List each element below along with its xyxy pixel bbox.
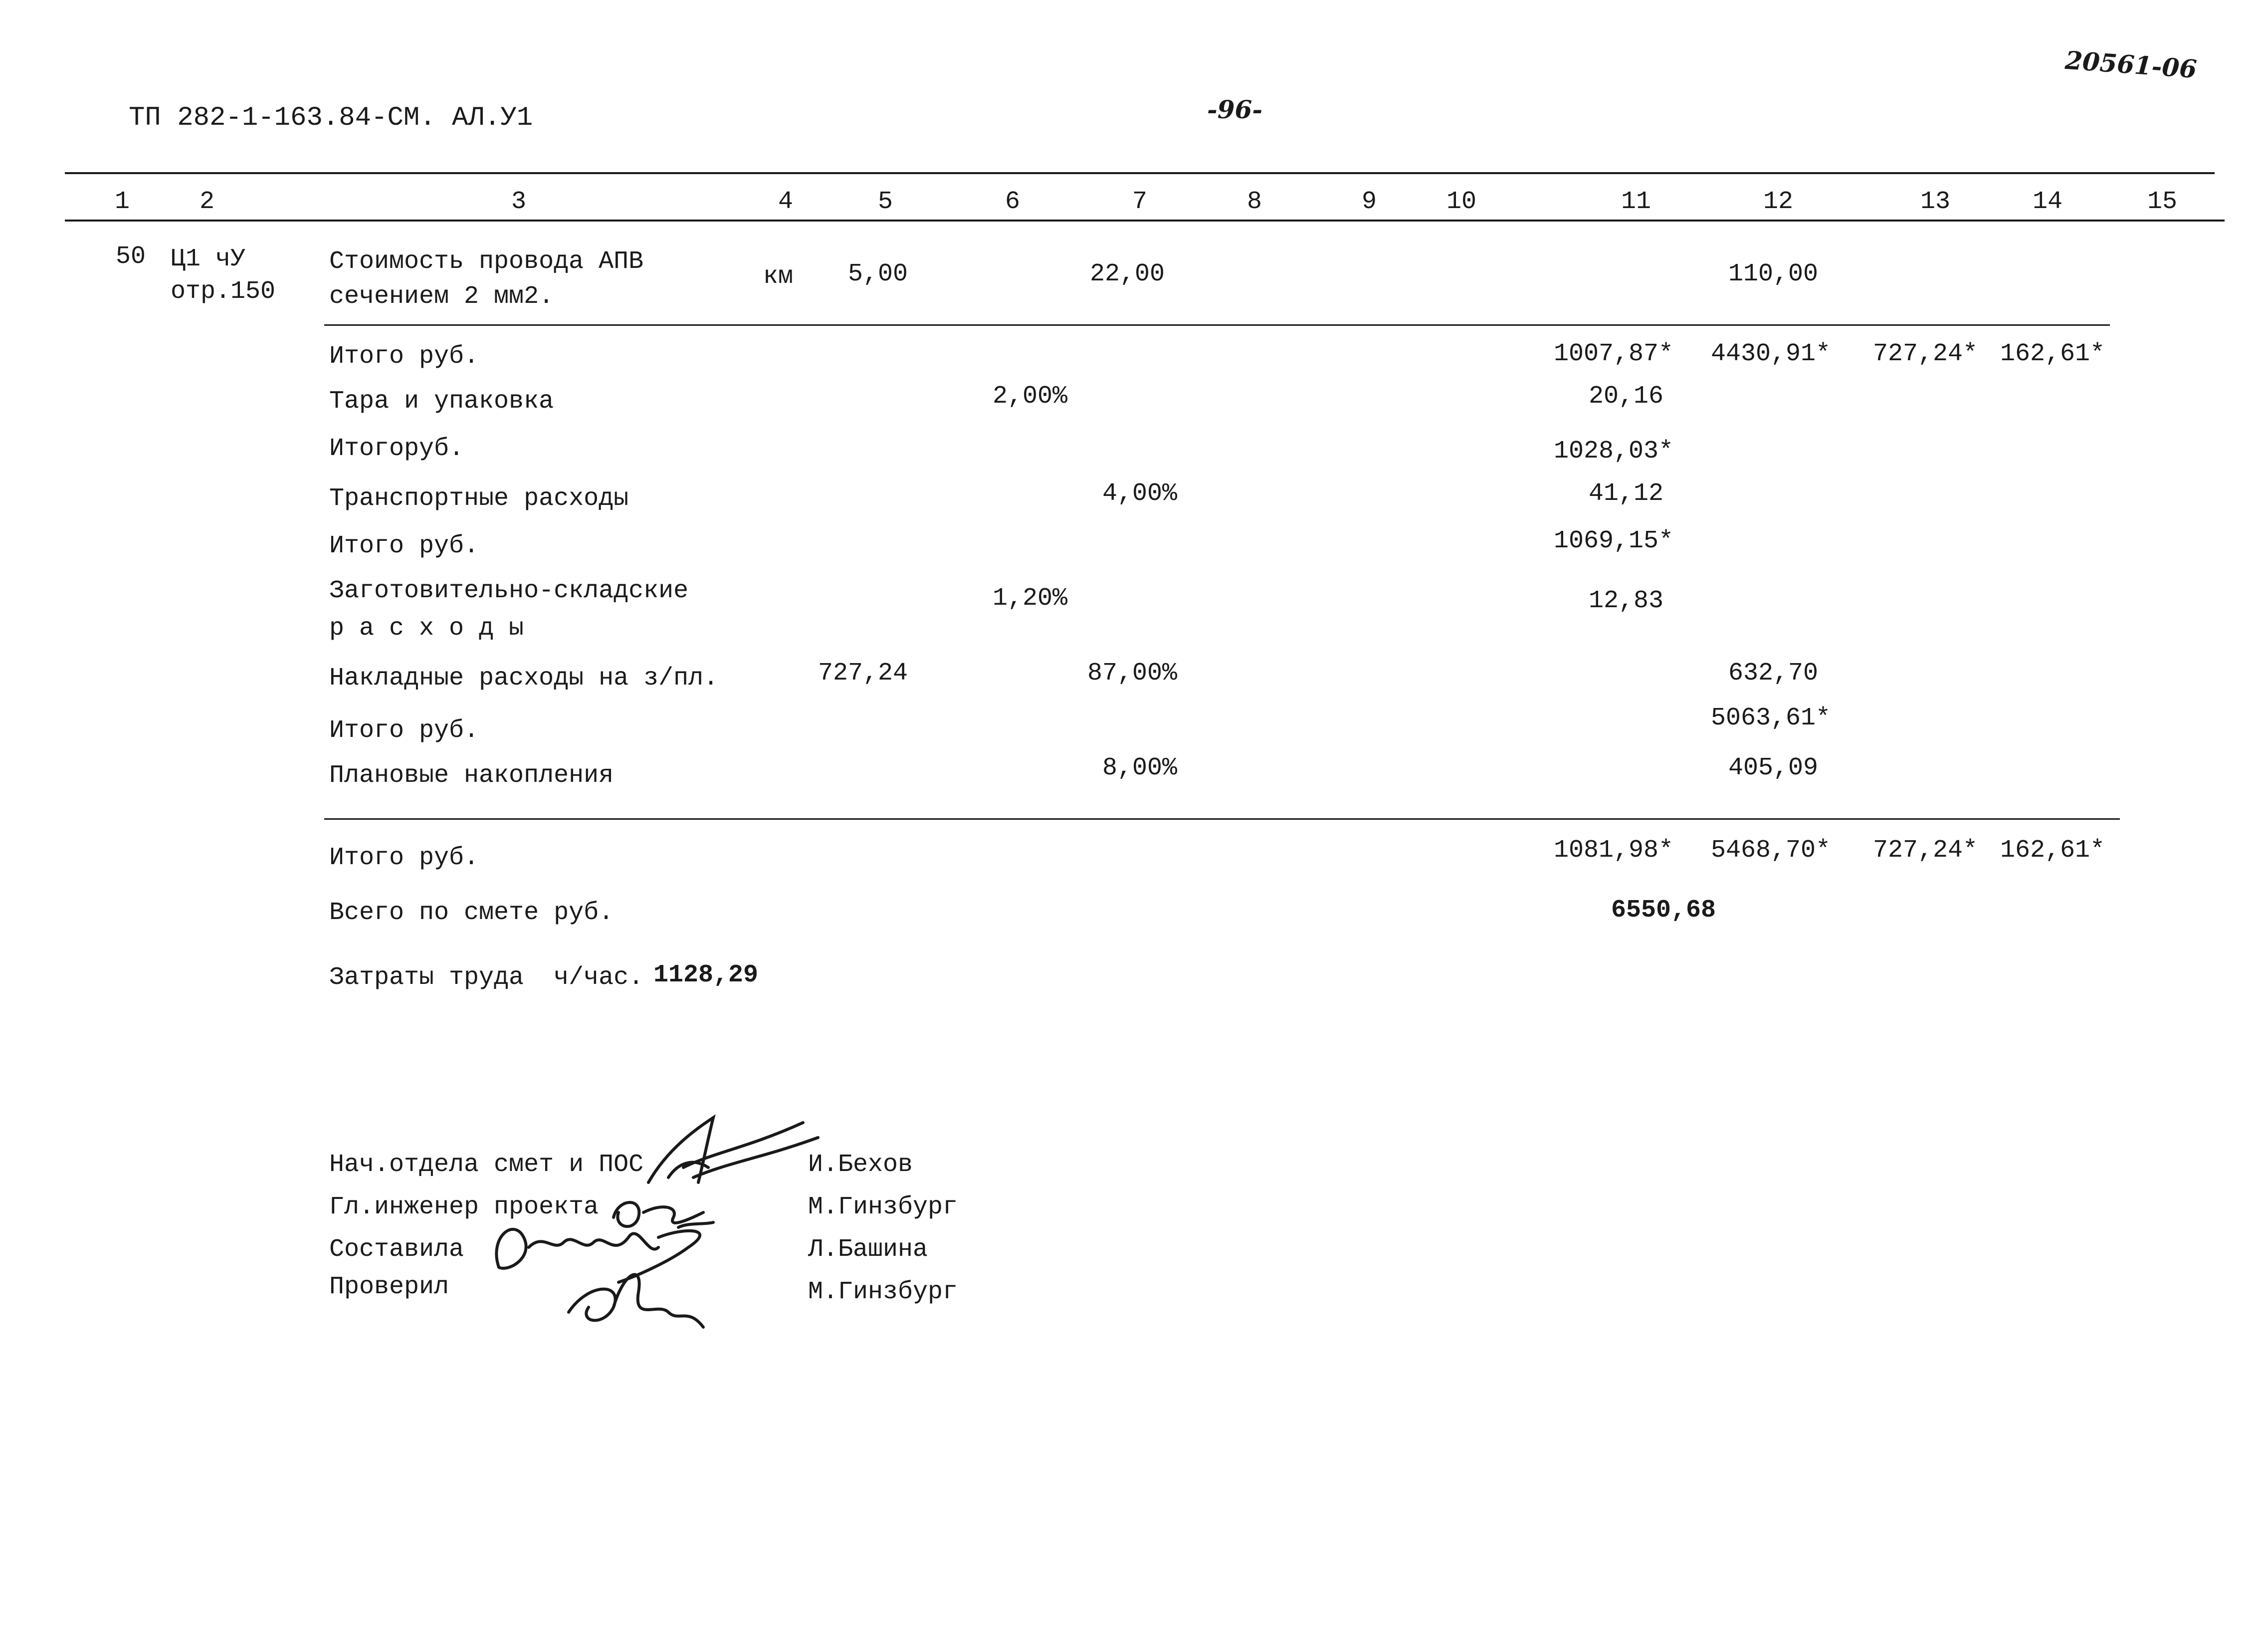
col6-rate: 2,00% — [992, 382, 1067, 411]
row-label: Итого руб. — [329, 844, 479, 872]
col-header: 5 — [877, 188, 893, 216]
col11-value: 12,83 — [1588, 587, 1663, 615]
col13-value: 727,24* — [1872, 836, 1978, 865]
item-quantity: 5,00 — [847, 260, 908, 288]
col11-value: 41,12 — [1588, 479, 1663, 508]
col12-value: 5468,70* — [1710, 836, 1831, 865]
item-unit: км — [763, 262, 794, 291]
col11-value: 1028,03* — [1553, 437, 1673, 466]
col13-value: 727,24* — [1872, 340, 1978, 368]
col7-rate: 4,00% — [1102, 479, 1177, 508]
col11-value: 1069,15* — [1553, 527, 1673, 555]
signature-scribble — [638, 1108, 828, 1197]
row-label: Итого руб. — [329, 532, 479, 560]
col5-value: 727,24 — [818, 659, 908, 688]
page-number: -96- — [1207, 95, 1263, 124]
col-header: 15 — [2147, 188, 2177, 216]
subtotal-rule — [324, 324, 2110, 326]
row-label: Всего по смете руб. — [329, 899, 614, 927]
item-code: Ц1 чУ — [171, 245, 246, 273]
signatory-name: М.Гинзбург — [808, 1193, 958, 1221]
item-name: Стоимость провода АПВ — [329, 247, 644, 276]
row-label: Плановые накопления — [329, 761, 614, 790]
col12-value: 4430,91* — [1710, 340, 1831, 368]
col-header: 12 — [1763, 188, 1793, 216]
col12-value: 632,70 — [1728, 659, 1818, 688]
col7-rate: 8,00% — [1102, 754, 1177, 782]
col14-value: 162,61* — [2000, 836, 2105, 865]
col-header: 2 — [199, 188, 214, 216]
col12-value: 405,09 — [1728, 754, 1818, 782]
signatory-name: И.Бехов — [808, 1151, 913, 1179]
col-header: 13 — [1920, 188, 1950, 216]
col-header: 10 — [1446, 188, 1476, 216]
col-header: 11 — [1621, 188, 1651, 216]
col12-value: 5063,61* — [1710, 704, 1831, 732]
row-label: Накладные расходы на з/пл. — [329, 664, 719, 693]
signature-role: Проверил — [329, 1273, 449, 1301]
col-header: 7 — [1132, 188, 1147, 216]
table-top-rule — [65, 172, 2215, 174]
row-label-line2: р а с х о д ы — [329, 614, 524, 643]
signature-role: Составила — [329, 1235, 464, 1264]
labor-hours-value: 1128,29 — [653, 961, 759, 989]
col11-value: 20,16 — [1588, 382, 1663, 411]
item-name-line2: сечением 2 мм2. — [329, 282, 554, 311]
row-label: Итого руб. — [329, 716, 479, 745]
header-bottom-rule — [65, 220, 2225, 222]
col14-value: 162,61* — [2000, 340, 2105, 368]
row-label: Транспортные расходы — [329, 484, 629, 513]
signatory-name: М.Гинзбург — [808, 1278, 958, 1306]
col-header: 8 — [1246, 188, 1262, 216]
item-total: 110,00 — [1728, 260, 1818, 288]
archive-number: 20561-06 — [2064, 45, 2198, 84]
signatory-name: Л.Башина — [808, 1235, 928, 1264]
grand-total-value: 6550,68 — [1611, 896, 1716, 925]
row-label: Итогоруб. — [329, 435, 464, 463]
row-label: Итого руб. — [329, 342, 479, 371]
col11-value: 1007,87* — [1553, 340, 1673, 368]
item-code-line2: отр.150 — [171, 277, 276, 306]
row-label: Тара и упаковка — [329, 387, 554, 416]
col7-rate: 87,00% — [1087, 659, 1177, 688]
row-label: Заготовительно-складские — [329, 577, 689, 605]
document-code: ТП 282-1-163.84-СМ. АЛ.У1 — [129, 103, 533, 133]
col-header: 6 — [1005, 188, 1020, 216]
col-header: 9 — [1361, 188, 1377, 216]
col-header: 1 — [114, 188, 130, 216]
row-label: Затраты труда ч/час. — [329, 963, 644, 992]
col-header: 3 — [511, 188, 526, 216]
col-header: 14 — [2032, 188, 2062, 216]
col6-rate: 1,20% — [992, 584, 1067, 613]
item-price: 22,00 — [1089, 260, 1165, 288]
signature-role: Нач.отдела смет и ПОС — [329, 1151, 644, 1179]
signature-role: Гл.инженер проекта — [329, 1193, 599, 1221]
col-header: 4 — [778, 188, 793, 216]
col11-value: 1081,98* — [1553, 836, 1673, 865]
signature-scribble — [559, 1252, 718, 1337]
item-number: 50 — [116, 242, 146, 271]
total-rule — [324, 818, 2120, 820]
